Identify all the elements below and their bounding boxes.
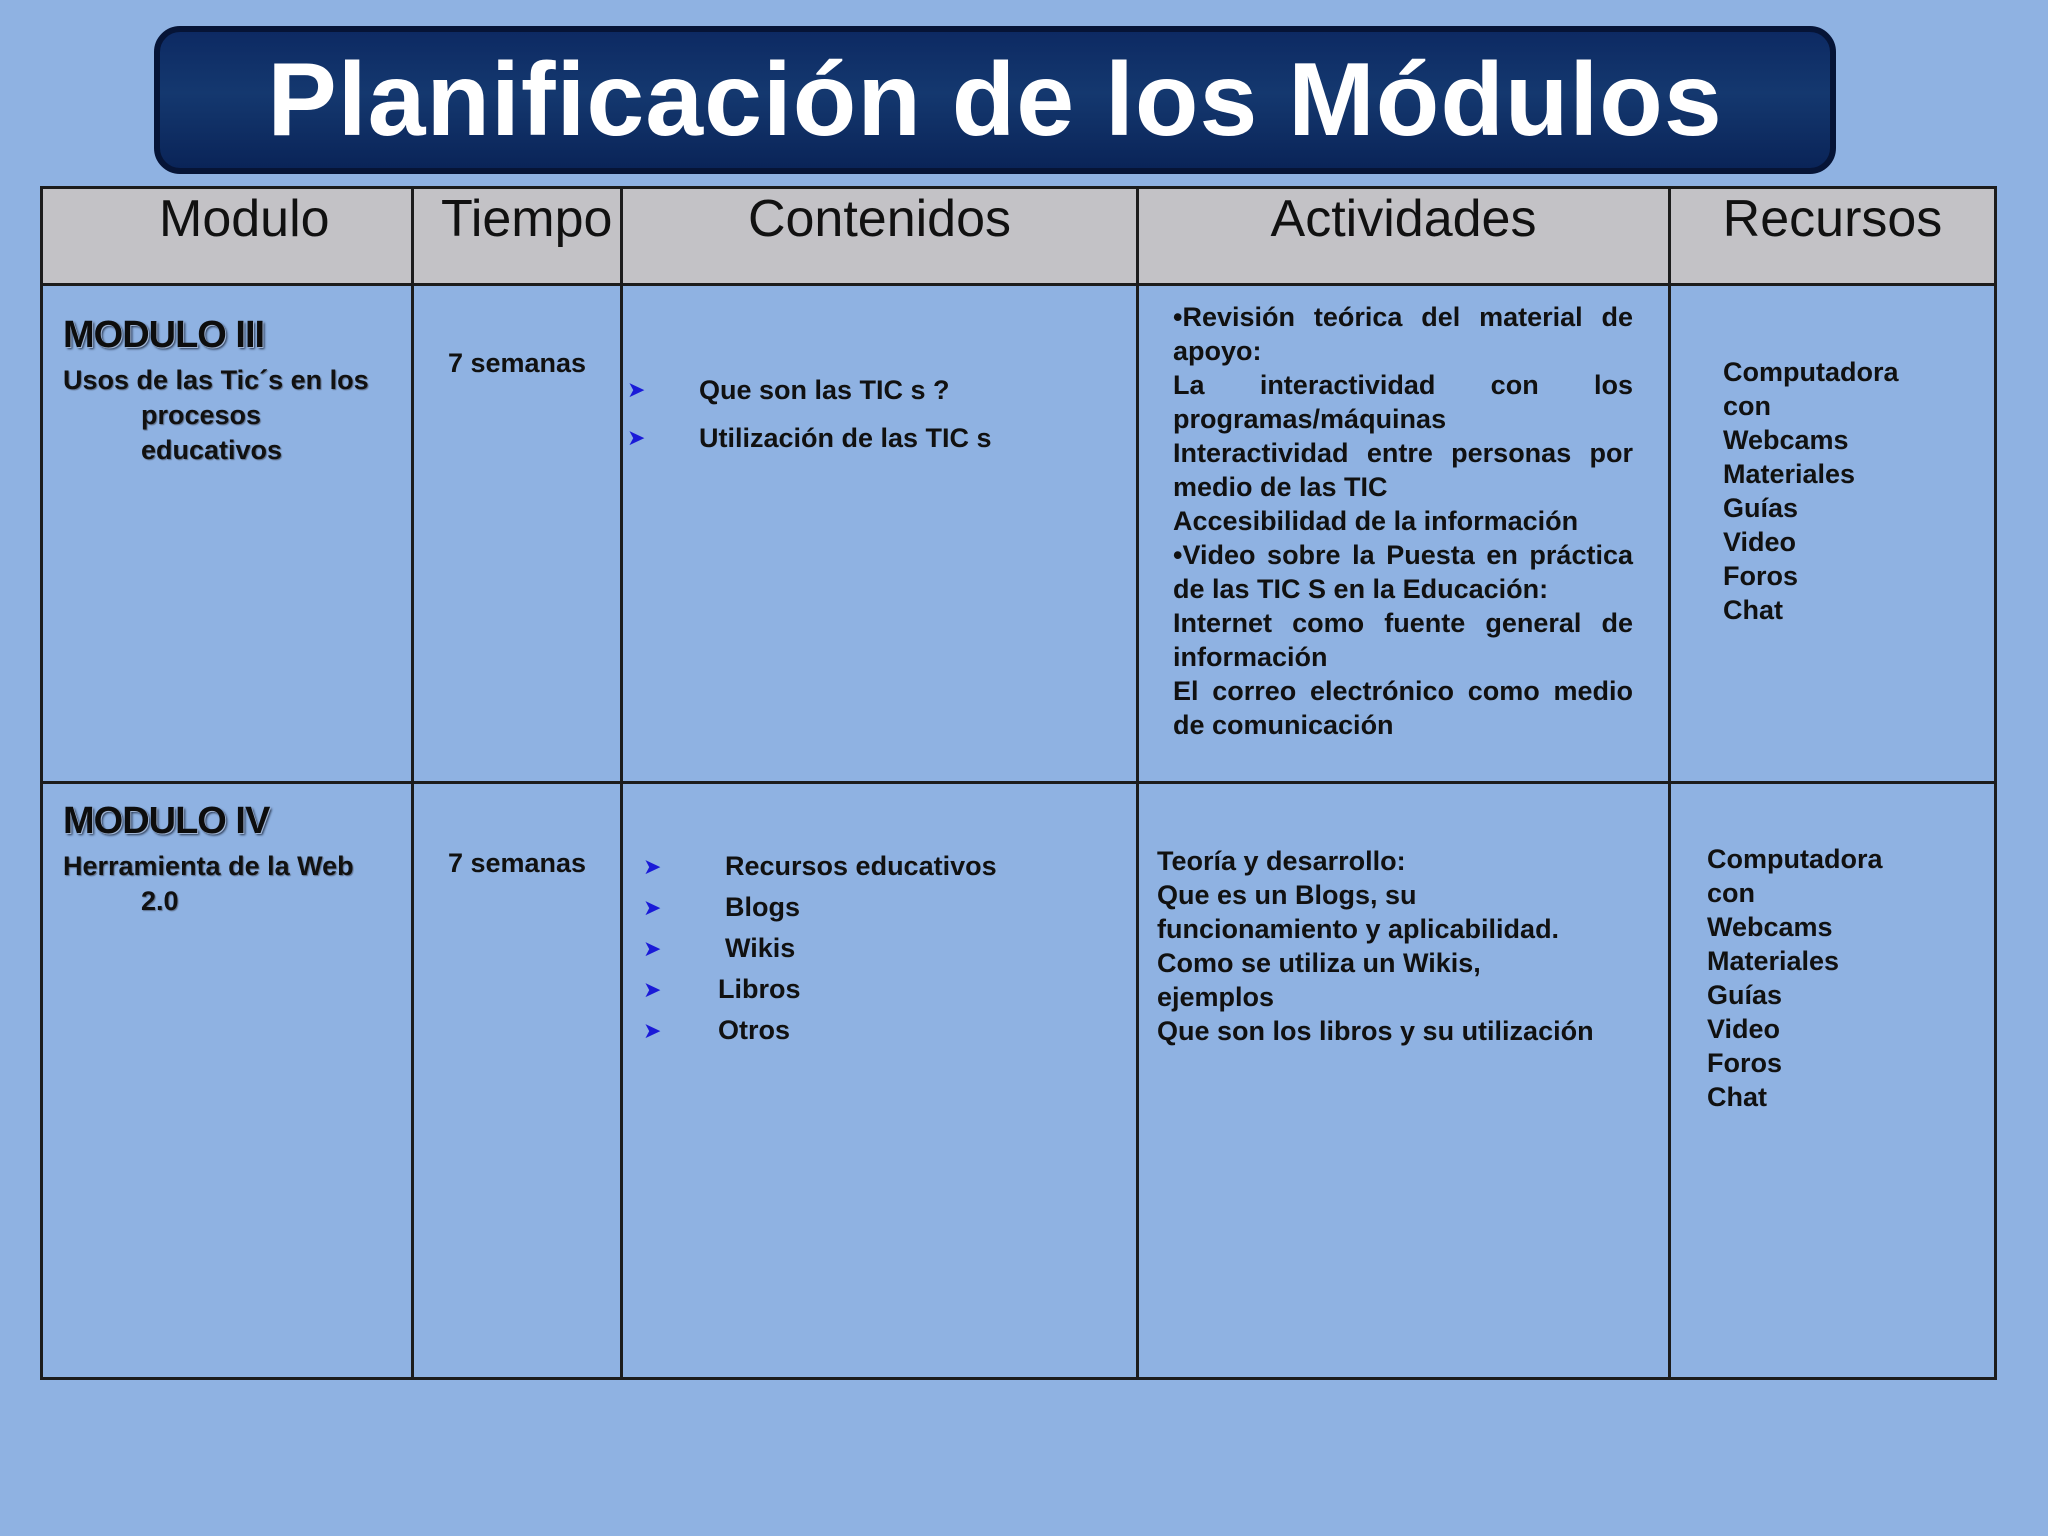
activity-line: Interactividad entre personas por medio de las TIC: [1173, 438, 1633, 502]
activity-line: Que son los libros y su utilización: [1157, 1016, 1594, 1046]
content-item-label: Libros: [718, 974, 801, 1004]
module-subtitle-line: 2.0: [141, 886, 179, 916]
list-item: [623, 969, 1136, 1010]
list-item: Materiales: [1707, 946, 1840, 976]
arrowhead-bullet-icon: ➤: [627, 425, 646, 450]
content-item-label: Utilización de las TIC s: [699, 422, 992, 453]
arrowhead-bullet-icon: ➤: [643, 894, 662, 920]
module-cell: [42, 285, 413, 783]
list-item: [623, 414, 1136, 462]
content-item-label: Que son las TIC s ?: [699, 374, 950, 405]
activity-line: Teoría y desarrollo:: [1157, 846, 1406, 876]
list-item: Computadora: [1707, 844, 1883, 874]
time-cell: [413, 285, 622, 783]
contents-list: [623, 846, 1136, 1051]
slide-title: Planificación de los Módulos: [267, 42, 1723, 158]
content-item-label: Recursos educativos: [725, 851, 997, 881]
list-item: [623, 1010, 1136, 1051]
activity-line: Internet como fuente general de información: [1173, 608, 1633, 672]
arrowhead-bullet-icon: ➤: [643, 935, 662, 961]
content-item-label: Wikis: [725, 933, 796, 963]
activities-text: [1139, 286, 1668, 742]
arrowhead-bullet-icon: ➤: [627, 377, 646, 402]
module-title: MODULO IV: [63, 800, 270, 842]
time-cell: [413, 783, 622, 1379]
header-recursos: Recursos: [1670, 188, 1996, 285]
activity-line: •Revisión teórica del material de apoyo:: [1173, 302, 1633, 366]
resources-cell: [1670, 285, 1996, 783]
activity-line: funcionamiento y aplicabilidad.: [1157, 914, 1560, 944]
table-row: [42, 285, 1996, 783]
header-contenidos: Contenidos: [622, 188, 1138, 285]
module-title: MODULO III: [63, 314, 265, 356]
module-cell: [42, 783, 413, 1379]
list-item: [623, 366, 1136, 414]
list-item: Video: [1707, 1014, 1781, 1044]
list-item: Computadora: [1723, 357, 1899, 387]
contents-list: [623, 366, 1136, 462]
activities-text: [1139, 784, 1668, 1048]
list-item: con: [1723, 391, 1772, 421]
activities-cell: [1138, 285, 1670, 783]
module-subtitle: [63, 849, 411, 919]
title-banner: [154, 26, 1836, 174]
contents-cell: [622, 285, 1138, 783]
activity-line: La interactividad con los programas/máquinas: [1173, 370, 1633, 434]
header-modulo: Modulo: [42, 188, 413, 285]
activities-cell: [1138, 783, 1670, 1379]
list-item: [623, 846, 1136, 887]
resources-cell: [1670, 783, 1996, 1379]
list-item: Chat: [1707, 1082, 1767, 1112]
module-subtitle: [63, 363, 411, 468]
list-item: Foros: [1707, 1048, 1783, 1078]
contents-cell: [622, 783, 1138, 1379]
list-item: Webcams: [1707, 912, 1833, 942]
list-item: Foros: [1723, 561, 1799, 591]
time-value: 7 semanas: [447, 848, 587, 878]
list-item: Materiales: [1723, 459, 1856, 489]
list-item: Chat: [1723, 595, 1783, 625]
list-item: Guías: [1723, 493, 1799, 523]
list-item: Guías: [1707, 980, 1783, 1010]
header-tiempo: Tiempo: [413, 188, 622, 285]
list-item: Video: [1723, 527, 1797, 557]
module-subtitle-line: procesos: [141, 400, 262, 430]
list-item: [623, 887, 1136, 928]
header-actividades: Actividades: [1138, 188, 1670, 285]
activity-line: Accesibilidad de la información: [1173, 506, 1579, 536]
module-subtitle-line: educativos: [141, 435, 283, 465]
module-subtitle-line: Usos de las Tic´s en los: [63, 365, 369, 395]
list-item: Webcams: [1723, 425, 1849, 455]
resources-list: [1707, 842, 1994, 1114]
list-item: con: [1707, 878, 1756, 908]
activity-line: El correo electrónico como medio de comunicación: [1173, 676, 1633, 740]
activity-line: ejemplos: [1157, 982, 1275, 1012]
activity-line: •Video sobre la Puesta en práctica de las TIC S en la Educación:: [1173, 540, 1633, 604]
module-plan-table: [40, 186, 1997, 1380]
table-row: [42, 783, 1996, 1379]
activity-line: Como se utiliza un Wikis,: [1157, 948, 1481, 978]
activity-line: Que es un Blogs, su: [1157, 880, 1417, 910]
arrowhead-bullet-icon: ➤: [643, 976, 662, 1002]
list-item: [623, 928, 1136, 969]
content-item-label: Blogs: [725, 892, 801, 922]
table-header-row: [42, 188, 1996, 285]
content-item-label: Otros: [718, 1015, 791, 1045]
time-value: 7 semanas: [447, 348, 587, 378]
arrowhead-bullet-icon: ➤: [643, 1017, 662, 1043]
arrowhead-bullet-icon: ➤: [643, 853, 662, 879]
module-subtitle-line: Herramienta de la Web: [63, 851, 354, 881]
resources-list: [1723, 355, 1994, 627]
